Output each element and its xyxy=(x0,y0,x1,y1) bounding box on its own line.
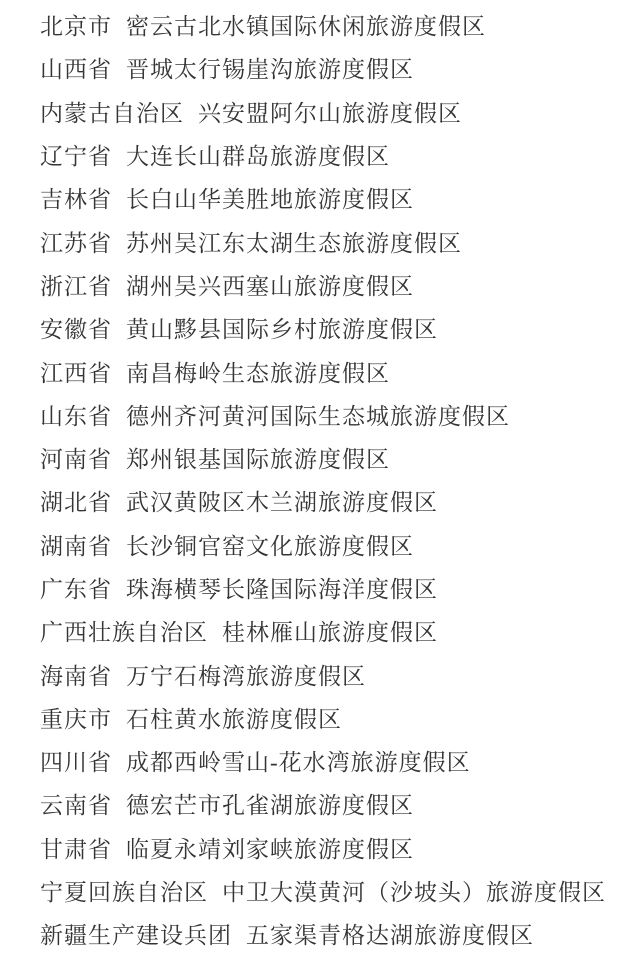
region-label: 重庆市 xyxy=(40,706,112,732)
region-label: 云南省 xyxy=(40,793,112,819)
resort-name: 德州齐河黄河国际生态城旅游度假区 xyxy=(126,403,510,429)
resort-name: 中卫大漠黄河（沙坡头）旅游度假区 xyxy=(222,880,606,906)
region-label: 甘肃省 xyxy=(40,836,112,862)
list-item xyxy=(40,912,629,955)
resort-name: 桂林雁山旅游度假区 xyxy=(222,620,438,646)
list-item xyxy=(40,609,629,652)
resort-name: 临夏永靖刘家峡旅游度假区 xyxy=(126,836,414,862)
resort-name: 南昌梅岭生态旅游度假区 xyxy=(126,360,390,386)
resort-name: 武汉黄陂区木兰湖旅游度假区 xyxy=(126,490,438,516)
resort-name: 郑州银基国际旅游度假区 xyxy=(126,447,390,473)
region-label: 江苏省 xyxy=(40,230,112,256)
region-label: 安徽省 xyxy=(40,317,112,343)
resort-name: 成都西岭雪山-花水湾旅游度假区 xyxy=(126,750,471,776)
resort-name: 五家渠青格达湖旅游度假区 xyxy=(246,923,534,949)
list-item xyxy=(40,566,629,609)
list-item xyxy=(40,436,629,479)
region-label: 新疆生产建设兵团 xyxy=(40,923,232,949)
list-item xyxy=(40,826,629,869)
resort-name: 兴安盟阿尔山旅游度假区 xyxy=(198,100,462,126)
resort-name: 湖州吴兴西塞山旅游度假区 xyxy=(126,273,414,299)
list-item xyxy=(40,3,629,46)
list-item xyxy=(40,479,629,522)
resort-name: 苏州吴江东太湖生态旅游度假区 xyxy=(126,230,462,256)
list-item xyxy=(40,652,629,695)
region-label: 广东省 xyxy=(40,577,112,602)
region-label: 北京市 xyxy=(40,14,112,40)
list-item xyxy=(40,393,629,436)
resort-name: 黄山黟县国际乡村旅游度假区 xyxy=(126,317,438,343)
list-item xyxy=(40,133,629,176)
region-label: 四川省 xyxy=(40,750,112,776)
resort-name: 德宏芒市孔雀湖旅游度假区 xyxy=(126,793,414,819)
resort-name: 长白山华美胜地旅游度假区 xyxy=(126,187,414,213)
region-label: 山西省 xyxy=(40,57,112,83)
region-label: 山东省 xyxy=(40,403,112,429)
region-label: 江西省 xyxy=(40,360,112,386)
resort-name: 珠海横琴长隆国际海洋度假区 xyxy=(126,577,438,602)
list-item xyxy=(40,46,629,89)
resort-name: 密云古北水镇国际休闲旅游度假区 xyxy=(126,14,486,40)
list-item xyxy=(40,696,629,739)
list-item xyxy=(40,90,629,133)
resort-name: 大连长山群岛旅游度假区 xyxy=(126,144,390,170)
list-item xyxy=(40,869,629,912)
list-item xyxy=(40,782,629,825)
region-label: 湖北省 xyxy=(40,490,112,516)
resort-name: 石柱黄水旅游度假区 xyxy=(126,706,342,732)
region-label: 宁夏回族自治区 xyxy=(40,880,208,906)
region-label: 湖南省 xyxy=(40,533,112,559)
list-item xyxy=(40,523,629,566)
list-item xyxy=(40,306,629,349)
list-item xyxy=(40,263,629,306)
region-label: 内蒙古自治区 xyxy=(40,100,184,126)
resort-name: 万宁石梅湾旅游度假区 xyxy=(126,663,366,689)
list-item xyxy=(40,219,629,262)
region-label: 河南省 xyxy=(40,447,112,473)
region-label: 辽宁省 xyxy=(40,144,112,170)
region-label: 吉林省 xyxy=(40,187,112,213)
resort-name: 晋城太行锡崖沟旅游度假区 xyxy=(126,57,414,83)
list-item xyxy=(40,176,629,219)
region-label: 浙江省 xyxy=(40,273,112,299)
region-label: 广西壮族自治区 xyxy=(40,620,208,646)
list-item xyxy=(40,349,629,392)
resort-name: 长沙铜官窑文化旅游度假区 xyxy=(126,533,414,559)
region-label: 海南省 xyxy=(40,663,112,689)
list-item xyxy=(40,739,629,782)
